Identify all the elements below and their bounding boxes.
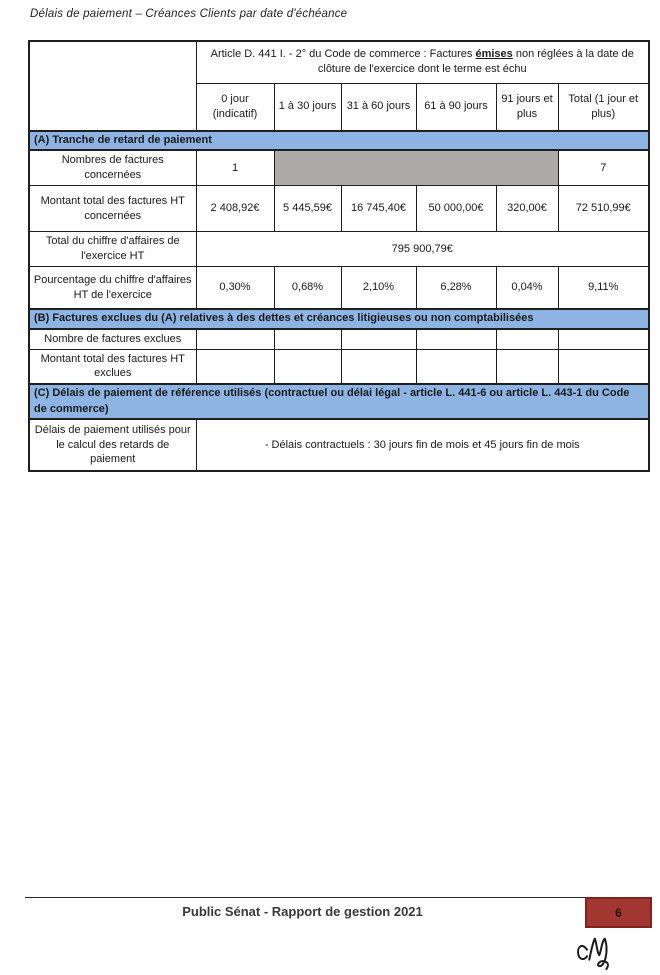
section-c-title: (C) Délais de paiement de référence utilisés (contractuel ou délai légal - article L. 441-6 ou article L. 443-1 du Code de commerce) xyxy=(29,384,649,419)
empty-cell xyxy=(341,349,416,384)
empty-cell xyxy=(274,329,341,349)
law-reference-text xyxy=(196,41,649,83)
empty-cell xyxy=(196,349,274,384)
empty-cell xyxy=(341,329,416,349)
table-row-excluded-count xyxy=(29,329,649,349)
empty-cell xyxy=(558,349,649,384)
row-label: Montant total des factures HT exclues xyxy=(29,349,196,384)
footer-divider xyxy=(25,897,585,898)
law-reference-prefix: Article D. 441 I. - 2° du Code de commerce : Factures xyxy=(210,48,476,61)
pct-total: 9,11% xyxy=(558,266,649,309)
payment-delays-table xyxy=(28,40,650,472)
pct-1-30: 0,68% xyxy=(274,266,341,309)
row-label: Nombre de factures exclues xyxy=(29,329,196,349)
table-row-percentage xyxy=(29,266,649,309)
turnover-value: 795 900,79€ xyxy=(196,232,649,267)
row-label: Total du chiffre d'affaires de l'exercice HT xyxy=(29,232,196,267)
section-a-title: (A) Tranche de retard de paiement xyxy=(29,131,649,150)
law-reference-emphasis: émises xyxy=(475,48,513,61)
page-number: 6 xyxy=(615,905,622,920)
empty-cell xyxy=(416,349,496,384)
column-header-61-90: 61 à 90 jours xyxy=(416,83,496,131)
row-label: Montant total des factures HT concernées xyxy=(29,186,196,232)
column-header-total: Total (1 jour et plus) xyxy=(558,83,649,131)
empty-cell xyxy=(196,329,274,349)
column-header-1-30: 1 à 30 jours xyxy=(274,83,341,131)
invoice-count-0-jour: 1 xyxy=(196,150,274,185)
empty-cell xyxy=(496,329,558,349)
table-row xyxy=(29,41,649,83)
invoice-count-total: 7 xyxy=(558,150,649,185)
column-header-91-plus: 91 jours et plus xyxy=(496,83,558,131)
amount-0-jour: 2 408,92€ xyxy=(196,186,274,232)
masked-cell xyxy=(274,150,558,185)
table-row-reference-delays xyxy=(29,419,649,471)
table-row-turnover xyxy=(29,232,649,267)
column-header-31-60: 31 à 60 jours xyxy=(341,83,416,131)
pct-61-90: 6,28% xyxy=(416,266,496,309)
row-label: Pourcentage du chiffre d'affaires HT de l'exercice xyxy=(29,266,196,309)
row-label: Délais de paiement utilisés pour le calcul des retards de paiement xyxy=(29,419,196,471)
section-c-header xyxy=(29,384,649,419)
empty-cell xyxy=(274,349,341,384)
amount-61-90: 50 000,00€ xyxy=(416,186,496,232)
amount-1-30: 5 445,59€ xyxy=(274,186,341,232)
empty-cell xyxy=(416,329,496,349)
footer-text: Public Sénat - Rapport de gestion 2021 xyxy=(182,904,423,919)
table-row-amount xyxy=(29,186,649,232)
amount-total: 72 510,99€ xyxy=(558,186,649,232)
table-corner-cell xyxy=(29,41,196,131)
table-row-excluded-amount xyxy=(29,349,649,384)
empty-cell xyxy=(558,329,649,349)
page-title: Délais de paiement – Créances Clients par date d'échéance xyxy=(30,8,348,20)
row-label: Nombres de factures concernées xyxy=(29,150,196,185)
handwritten-initials-signature xyxy=(574,932,620,974)
amount-91-plus: 320,00€ xyxy=(496,186,558,232)
pct-91-plus: 0,04% xyxy=(496,266,558,309)
section-b-header xyxy=(29,309,649,328)
column-header-0-jour: 0 jour (indicatif) xyxy=(196,83,274,131)
pct-0-jour: 0,30% xyxy=(196,266,274,309)
law-reference-suffix: non réglées à la date de clôture de l'exercice dont le terme est échu xyxy=(317,48,634,76)
empty-cell xyxy=(496,349,558,384)
section-a-header xyxy=(29,131,649,150)
pct-31-60: 2,10% xyxy=(341,266,416,309)
page-number-badge xyxy=(585,897,652,928)
reference-delays-value: - Délais contractuels : 30 jours fin de mois et 45 jours fin de mois xyxy=(196,419,649,471)
amount-31-60: 16 745,40€ xyxy=(341,186,416,232)
table-row-invoice-count xyxy=(29,150,649,185)
section-b-title: (B) Factures exclues du (A) relatives à des dettes et créances litigieuses ou non comptabilisées xyxy=(29,309,649,328)
